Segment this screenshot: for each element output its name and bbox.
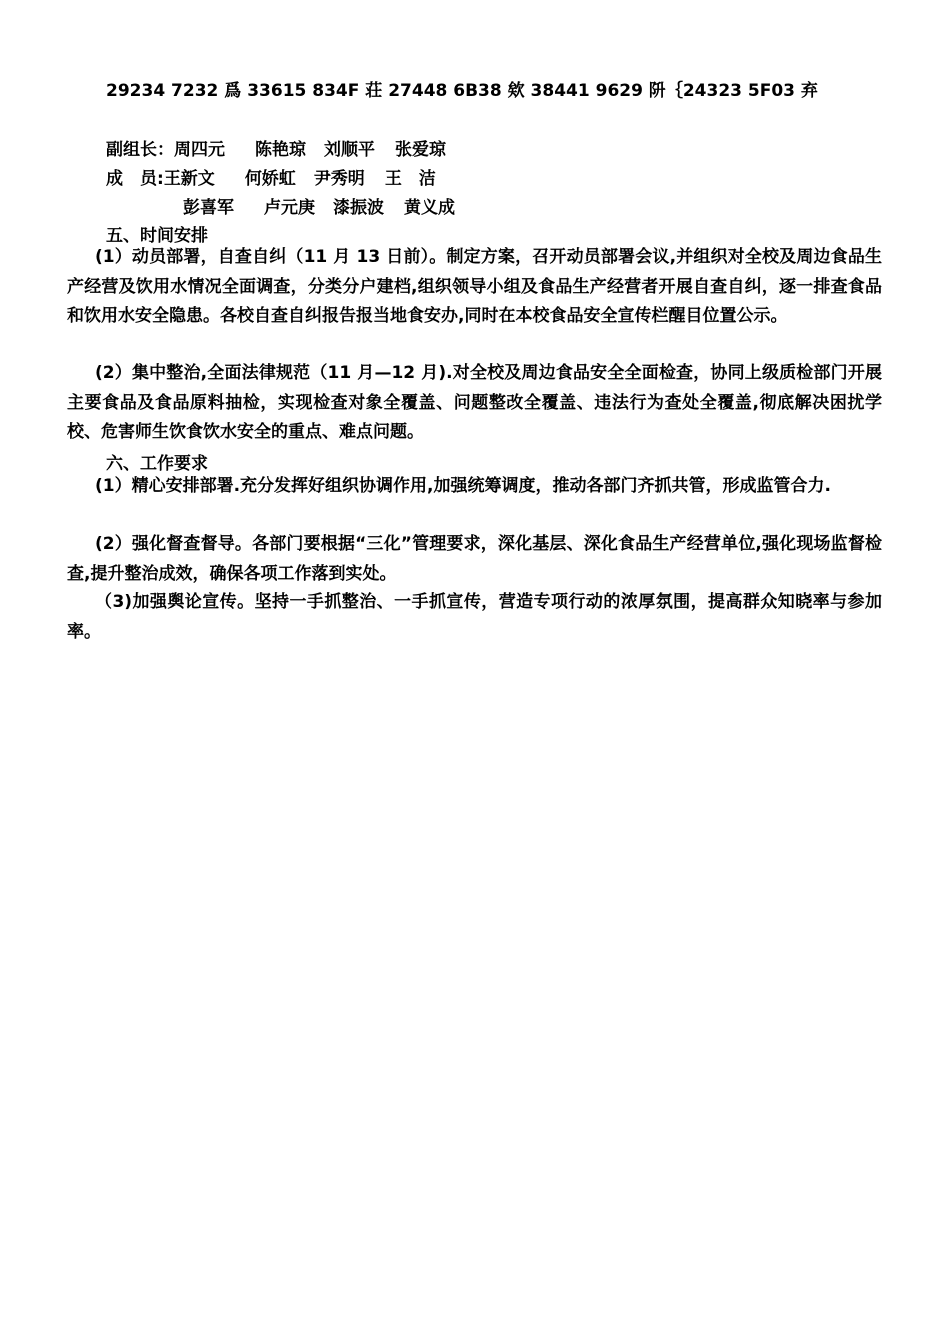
member-name: 黄义成 (404, 198, 455, 218)
member-name: 彭喜军 (183, 198, 234, 218)
member-name: 何娇虹 (244, 169, 296, 189)
member-name: 王 洁 (384, 169, 436, 189)
vice-leader-name: 张爱琼 (395, 140, 446, 160)
vice-leader-name: 刘顺平 (324, 140, 375, 160)
vice-leader-row (106, 135, 446, 160)
members-row-1 (106, 164, 436, 189)
paragraph: (1）精心安排部署.充分发挥好组织协调作用,加强统筹调度，推动各部门齐抓共管，形成监管合力. (95, 476, 831, 496)
members-row-2 (183, 193, 455, 218)
member-name: 漆振波 (333, 198, 384, 218)
member-name: 尹秀明 (313, 169, 365, 189)
vice-leader-name: 周四元 (174, 140, 225, 160)
members-label: 成 员: (106, 169, 164, 189)
paragraph: (1）动员部署，自查自纠（11 月 13 日前）。制定方案，召开动员部署会议,并组织对全校及周边食品生产经营及饮用水情况全面调查，分类分户建档,组织领导小组及食品生产经营者开展自查自纠，逐一排查食品和饮用水安全隐患。各校自查自纠报告报当地食安办,同时在本校食品安全宣传栏醒目位置公示。 (67, 247, 882, 326)
paragraph: （3)加强舆论宣传。坚持一手抓整治、一手抓宣传，营造专项行动的浓厚氛围，提高群众知晓率与参加率。 (67, 592, 882, 642)
paragraph: (2）集中整治,全面法律规范（11 月—12 月).对全校及周边食品安全全面检查，协同上级质检部门开展主要食品及食品原料抽检，实现检查对象全覆盖、问题整改全覆盖、违法行为查处全覆盖,彻底解决困扰学校、危害师生饮食饮水安全的重点、难点问题。 (67, 363, 882, 442)
member-name: 王新文 (163, 169, 215, 189)
vice-leader-label: 副组长： (106, 140, 174, 160)
section-heading-schedule: 五、时间安排 (106, 226, 208, 246)
member-name: 卢元庚 (264, 198, 315, 218)
vice-leader-name: 陈艳琼 (255, 140, 306, 160)
header-code-line: 29234 7232 爲 33615 834F 荘 27448 6B38 欸 38441 9629 阩｛24323 5F03 弃 (106, 81, 818, 101)
paragraph: (2）强化督查督导。各部门要根据“三化”管理要求，深化基层、深化食品生产经营单位,强化现场监督检查,提升整治成效，确保各项工作落到实处。 (67, 534, 882, 584)
section-heading-requirements: 六、工作要求 (106, 454, 208, 474)
